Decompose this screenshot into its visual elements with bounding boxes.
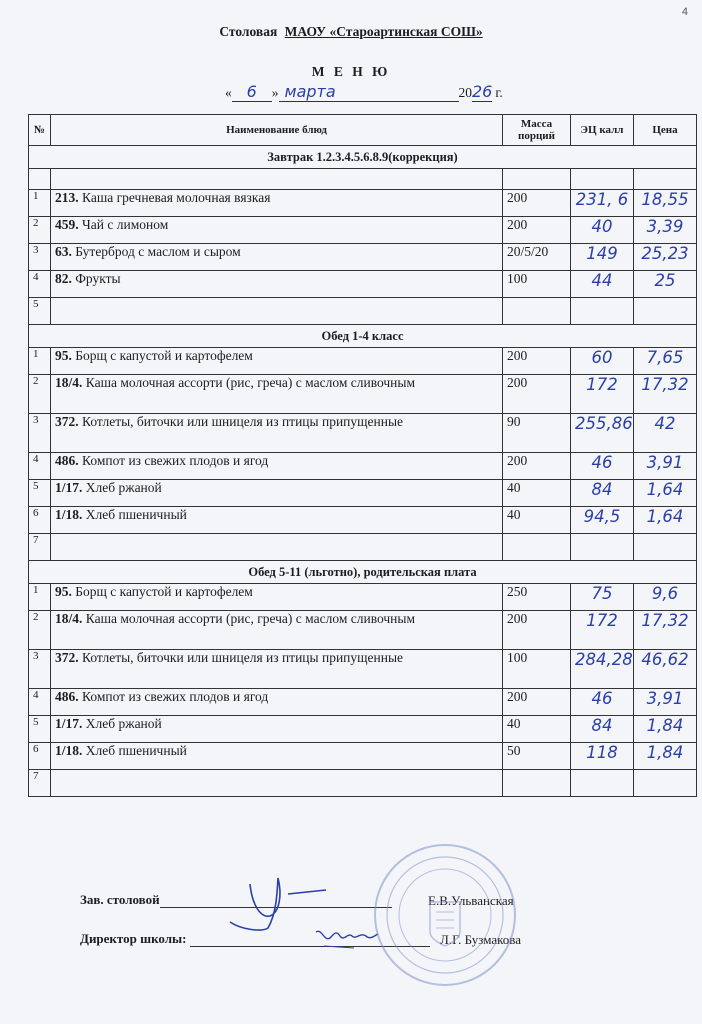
kcal-cell [571,453,634,480]
price-cell [634,244,697,271]
table-row [29,271,697,298]
kcal-cell [571,244,634,271]
price-cell [634,507,697,534]
dish-name-cell [51,716,503,743]
table-row [29,298,697,325]
portion-mass [503,534,571,561]
recipe-code: 1/17. [55,716,83,731]
dish-name-cell [51,507,503,534]
price-cell [634,650,697,689]
row-number: 4 [29,453,51,480]
kcal-cell [571,743,634,770]
kcal-cell [571,414,634,453]
dish-name: Компот из свежих плодов и ягод [78,453,269,468]
price-value: 18,55 [641,190,689,209]
price-value: 1,84 [646,743,684,762]
recipe-code: 1/18. [55,743,83,758]
recipe-code: 372. [55,414,79,429]
section-title: Обед 5-11 (льготно), родительская плата [29,561,697,584]
kcal-value: 60 [591,348,613,367]
dish-name-cell [51,244,503,271]
portion-mass: 250 [503,584,571,611]
price-cell [634,453,697,480]
price-cell [634,271,697,298]
table-row [29,453,697,480]
row-number: 2 [29,611,51,650]
dish-name: Борщ с капустой и картофелем [71,348,253,363]
price-cell [634,190,697,217]
kcal-value: 46 [591,689,613,708]
recipe-code: 18/4. [55,375,83,390]
kcal-cell [571,611,634,650]
portion-mass [503,770,571,797]
price-cell [634,584,697,611]
price-cell [634,298,697,325]
price-value: 1,64 [646,507,684,526]
kcal-cell [571,507,634,534]
col-header-mass: Масса порций [503,115,571,146]
recipe-code: 459. [55,217,79,232]
row-number: 6 [29,743,51,770]
kcal-value: 118 [586,743,618,762]
price-value: 3,39 [646,217,684,236]
dish-name-cell [51,611,503,650]
recipe-code: 1/18. [55,507,83,522]
row-number: 3 [29,244,51,271]
header-prefix: Столовая [219,24,278,39]
table-row [29,375,697,414]
dish-name: Фрукты [71,271,121,286]
dish-name: Компот из свежих плодов и ягод [78,689,269,704]
row-number: 5 [29,716,51,743]
canteen-head-name: Е.В.Ульванская [428,893,514,908]
dish-name: Каша молочная ассорти (рис, греча) с маслом сливочным [82,375,416,390]
table-row [29,190,697,217]
date-close-quote: » [271,85,279,100]
portion-mass: 40 [503,507,571,534]
dish-name-cell [51,584,503,611]
portion-mass: 200 [503,611,571,650]
recipe-code: 63. [55,244,72,259]
row-number: 1 [29,584,51,611]
dish-name-cell [51,375,503,414]
dish-name-cell [51,534,503,561]
dish-name-cell [51,190,503,217]
date-year-unit: г. [495,85,503,100]
kcal-cell [571,534,634,561]
row-number: 3 [29,414,51,453]
table-row [29,770,697,797]
kcal-cell [571,716,634,743]
row-number: 1 [29,190,51,217]
dish-name-cell [51,770,503,797]
kcal-value: 75 [591,584,613,603]
dish-name: Борщ с капустой и картофелем [71,584,253,599]
dish-name-cell [51,689,503,716]
table-row [29,743,697,770]
price-value: 3,91 [646,689,684,708]
portion-mass: 40 [503,480,571,507]
portion-mass: 90 [503,414,571,453]
portion-mass: 100 [503,271,571,298]
dish-name-cell [51,271,503,298]
section-row [29,146,697,169]
section-title: Завтрак 1.2.3.4.5.6.8.9(коррекция) [29,146,697,169]
dish-name-cell [51,453,503,480]
kcal-cell [571,584,634,611]
recipe-code: 213. [55,190,79,205]
table-row [29,217,697,244]
dish-name-cell [51,480,503,507]
dish-name: Чай с лимоном [78,217,169,232]
price-value: 1,64 [646,480,684,499]
dish-name: Хлеб пшеничный [82,507,187,522]
table-row [29,650,697,689]
date-open-quote: « [225,85,232,100]
col-header-dish: Наименование блюд [51,115,503,146]
portion-mass: 50 [503,743,571,770]
row-number: 7 [29,770,51,797]
price-cell [634,480,697,507]
portion-mass: 100 [503,650,571,689]
price-value: 9,6 [651,584,679,603]
director-label: Директор школы: [80,931,187,946]
dish-name: Хлеб ржаной [82,480,162,495]
date-year-prefix: 20 [458,85,472,100]
table-row [29,611,697,650]
kcal-value: 149 [586,244,618,263]
price-cell [634,689,697,716]
organization-name: МАОУ «Староартинская СОШ» [284,24,483,39]
row-number: 5 [29,298,51,325]
row-number: 1 [29,348,51,375]
kcal-cell [571,348,634,375]
dish-name-cell [51,348,503,375]
table-row [29,414,697,453]
kcal-cell [571,650,634,689]
page-number: 4 [681,6,688,18]
price-cell [634,716,697,743]
kcal-value: 284,28 [575,650,633,669]
recipe-code: 486. [55,453,79,468]
table-row [29,534,697,561]
table-row [29,348,697,375]
dish-name: Бутерброд с маслом и сыром [71,244,241,259]
row-number: 3 [29,650,51,689]
portion-mass [503,298,571,325]
price-cell [634,743,697,770]
row-number: 2 [29,375,51,414]
kcal-value: 172 [586,375,618,394]
date-day: 6 [232,82,272,102]
kcal-cell [571,217,634,244]
kcal-value: 172 [586,611,618,630]
kcal-cell [571,298,634,325]
kcal-cell [571,271,634,298]
recipe-code: 1/17. [55,480,83,495]
section-row [29,325,697,348]
dish-name: Котлеты, биточки или шницеля из птицы припущенные [78,414,404,429]
price-cell [634,534,697,561]
row-number: 7 [29,534,51,561]
price-value: 25 [654,271,676,290]
section-row [29,561,697,584]
price-cell [634,375,697,414]
menu-date [225,82,503,102]
portion-mass: 40 [503,716,571,743]
dish-name-cell [51,743,503,770]
row-number: 4 [29,271,51,298]
kcal-cell [571,689,634,716]
kcal-value: 44 [591,271,613,290]
dish-name-cell [51,217,503,244]
price-cell [634,611,697,650]
table-row [29,584,697,611]
kcal-cell [571,375,634,414]
kcal-value: 94,5 [583,507,621,526]
row-number: 6 [29,507,51,534]
dish-name-cell [51,298,503,325]
portion-mass: 200 [503,453,571,480]
col-header-kcal: ЭЦ калл [571,115,634,146]
col-header-number: № [29,115,51,146]
kcal-cell [571,770,634,797]
kcal-value: 231, 6 [575,190,629,209]
table-header-row [29,115,697,146]
row-number: 5 [29,480,51,507]
price-value: 1,84 [646,716,684,735]
kcal-value: 84 [591,480,613,499]
dish-name: Хлеб ржаной [82,716,162,731]
date-year-suffix: 26 [472,82,493,101]
table-row [29,689,697,716]
price-cell [634,348,697,375]
price-value: 17,32 [641,611,689,630]
section-title: Обед 1-4 класс [29,325,697,348]
price-value: 7,65 [646,348,684,367]
menu-table [28,114,697,797]
dish-name: Каша молочная ассорти (рис, греча) с маслом сливочным [82,611,416,626]
col-header-price: Цена [634,115,697,146]
table-row [29,480,697,507]
dish-name: Котлеты, биточки или шницеля из птицы припущенные [78,650,404,665]
price-value: 46,62 [641,650,689,669]
menu-title: М Е Н Ю [311,64,391,79]
kcal-cell [571,190,634,217]
school-stamp [370,840,520,990]
price-value: 42 [654,414,676,433]
recipe-code: 95. [55,584,72,599]
dish-name: Хлеб пшеничный [82,743,187,758]
row-number: 4 [29,689,51,716]
table-row [29,716,697,743]
recipe-code: 372. [55,650,79,665]
table-row [29,507,697,534]
price-cell [634,770,697,797]
director-name: Л.Г. Бузмакова [440,932,522,947]
recipe-code: 18/4. [55,611,83,626]
dish-name: Каша гречневая молочная вязкая [78,190,271,205]
row-number: 2 [29,217,51,244]
kcal-value: 84 [591,716,613,735]
portion-mass: 20/5/20 [503,244,571,271]
recipe-code: 95. [55,348,72,363]
portion-mass: 200 [503,348,571,375]
canteen-label: Зав. столовой [80,892,160,907]
recipe-code: 82. [55,271,72,286]
price-cell [634,217,697,244]
kcal-value: 46 [591,453,613,472]
table-row [29,244,697,271]
price-value: 25,23 [641,244,689,263]
kcal-value: 255,86 [575,414,633,433]
price-value: 17,32 [641,375,689,394]
portion-mass: 200 [503,190,571,217]
document-header [0,24,702,40]
price-cell [634,414,697,453]
kcal-cell [571,480,634,507]
kcal-value: 40 [591,217,613,236]
spacer-row [29,169,697,190]
dish-name-cell [51,414,503,453]
dish-name-cell [51,650,503,689]
portion-mass: 200 [503,217,571,244]
portion-mass: 200 [503,689,571,716]
date-month: марта [279,82,459,102]
price-value: 3,91 [646,453,684,472]
portion-mass: 200 [503,375,571,414]
recipe-code: 486. [55,689,79,704]
